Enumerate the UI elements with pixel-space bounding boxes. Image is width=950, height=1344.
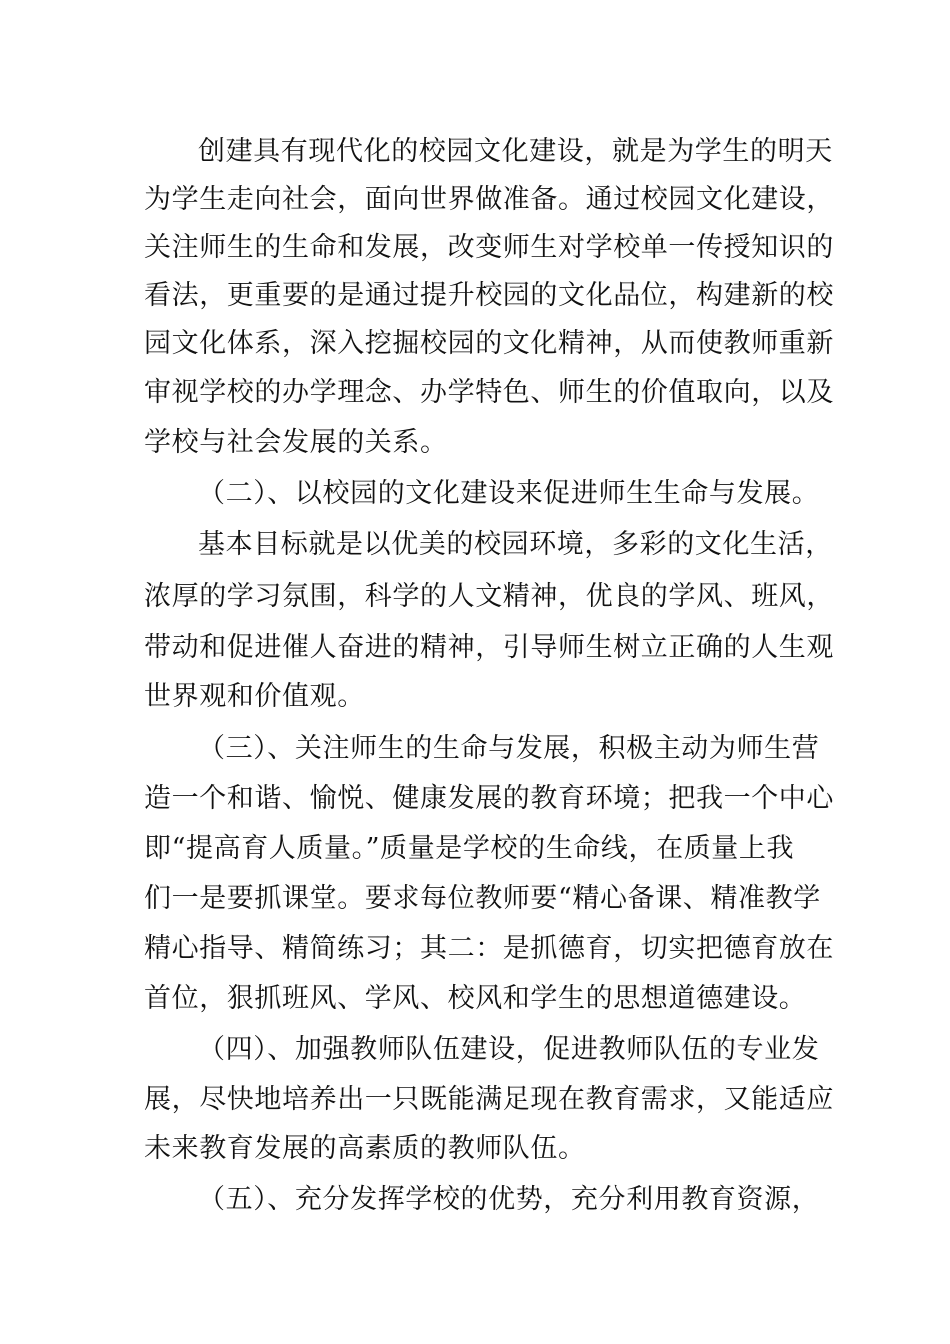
text-line: 基本目标就是以优美的校园环境，多彩的文化生活， xyxy=(198,529,833,560)
section-heading: （五）、充分发挥学校的优势，充分利用教育资源， xyxy=(198,1184,820,1215)
text-line: 精心指导、精简练习；其二：是抓德育，切实把德育放在 xyxy=(144,933,834,964)
text-line: 展，尽快地培养出一只既能满足现在教育需求，又能适应 xyxy=(144,1084,834,1115)
text-line: 关注师生的生命和发展，改变师生对学校单一传授知识的 xyxy=(144,232,834,263)
text-line: 带动和促进催人奋进的精神，引导师生树立正确的人生观 xyxy=(144,632,834,663)
text-line: 浓厚的学习氛围，科学的人文精神，优良的学风、班风， xyxy=(144,581,834,612)
text-line: 未来教育发展的高素质的教师队伍。 xyxy=(144,1133,586,1164)
text-line: 创建具有现代化的校园文化建设，就是为学生的明天 xyxy=(198,136,833,167)
text-line: 园文化体系，深入挖掘校园的文化精神，从而使教师重新 xyxy=(144,328,834,359)
text-line: 看法，更重要的是通过提升校园的文化品位，构建新的校 xyxy=(144,280,834,311)
text-line: 们一是要抓课堂。要求每位教师要“精心备课、精准教学 xyxy=(144,883,821,914)
text-line: 学校与社会发展的关系。 xyxy=(144,427,448,458)
section-heading: （四）、加强教师队伍建设，促进教师队伍的专业发 xyxy=(198,1034,820,1065)
text-line: 世界观和价值观。 xyxy=(144,681,365,712)
text-line: 即“提高育人质量。”质量是学校的生命线，在质量上我 xyxy=(144,833,795,864)
text-line: 为学生走向社会，面向世界做准备。通过校园文化建设， xyxy=(144,184,834,215)
text-line: 造一个和谐、愉悦、健康发展的教育环境；把我一个中心 xyxy=(144,783,834,814)
section-heading: （三）、关注师生的生命与发展，积极主动为师生营 xyxy=(198,733,820,764)
section-heading: （二）、以校园的文化建设来促进师生生命与发展。 xyxy=(198,478,820,509)
text-line: 审视学校的办学理念、办学特色、师生的价值取向，以及 xyxy=(144,377,834,408)
text-line: 首位，狠抓班风、学风、校风和学生的思想道德建设。 xyxy=(144,983,807,1014)
